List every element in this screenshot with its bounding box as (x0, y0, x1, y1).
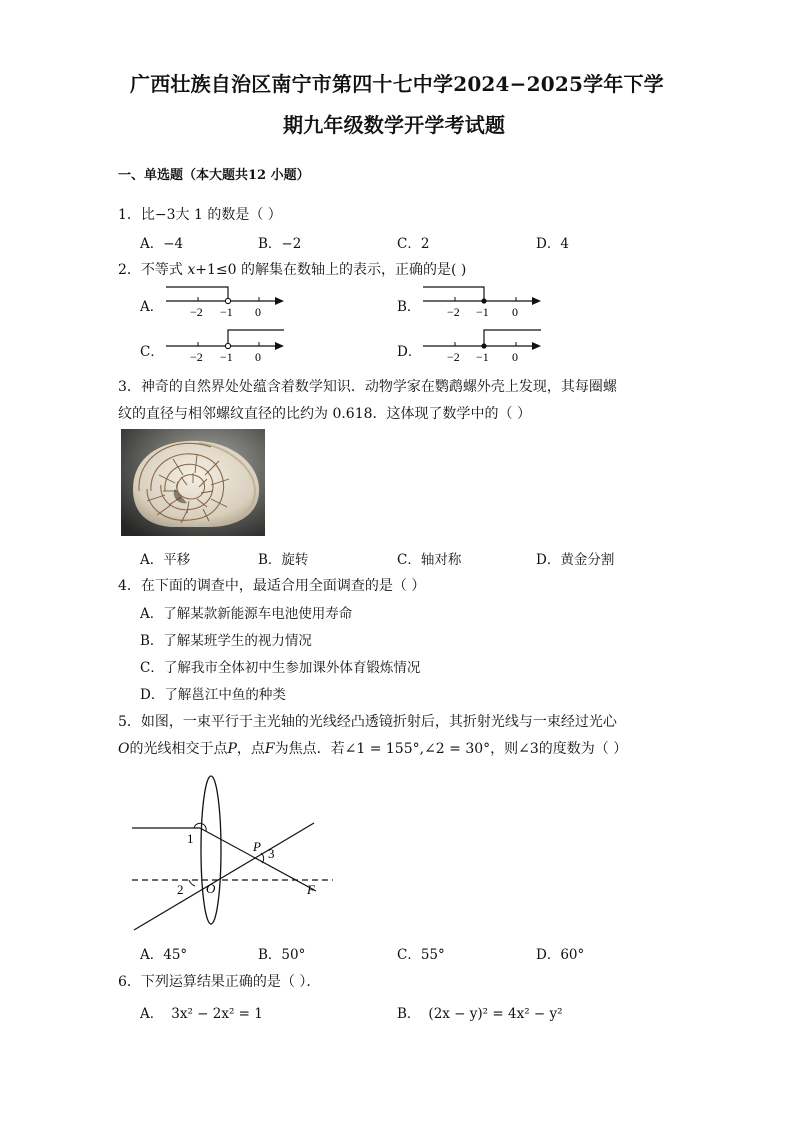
q4-option-d: D．了解邕江中鱼的种类 (140, 687, 286, 703)
point-p-label: P (253, 839, 261, 854)
q5-text-b: 的光线相交于点 (129, 741, 228, 757)
q3-option-a: A．平移 (140, 552, 191, 568)
q3-stem-line1: 3．神奇的自然界处处蕴含着数学知识．动物学家在鹦鹉螺外壳上发现，其每圈螺 (118, 379, 617, 395)
q5-option-c: C．55° (397, 947, 445, 963)
angle-2-label: 2 (177, 882, 184, 897)
q5-text-d: ，点 (236, 741, 265, 757)
q3-option-d: D．黄金分割 (536, 552, 615, 568)
q5-stem-line2 (118, 738, 627, 758)
tick-label-neg1: −1 (476, 350, 489, 364)
q2-option-b-label: B． (397, 299, 421, 315)
q1-option-a: A．−4 (140, 236, 184, 252)
point-f-label: F (307, 882, 315, 897)
q5-text-f: 为焦点．若 (274, 741, 345, 757)
q3-stem-line2: 纹的直径与相邻螺纹直径的比约为 0.618．这体现了数学中的（ ） (118, 406, 531, 422)
tick-label-neg1: −1 (476, 305, 489, 319)
q6-option-b-expr: (2x − y)² = 4x² − y² (428, 1006, 563, 1022)
q6-option-b (397, 1002, 563, 1022)
tick-label-neg1: −1 (220, 350, 233, 364)
q4-option-b: B．了解某班学生的视力情况 (140, 633, 312, 649)
q5-p: P (227, 741, 237, 757)
q6-option-a-label: A． (140, 1006, 164, 1022)
q6-option-a-expr: 3x² − 2x² = 1 (171, 1006, 263, 1022)
q2-stem-var: x (187, 262, 196, 278)
q5-o: O (118, 741, 130, 757)
q4-option-c: C．了解我市全体初中生参加课外体育锻炼情况 (140, 660, 421, 676)
q5-stem-line1: 5．如图，一束平行于主光轴的光线经凸透镜折射后，其折射光线与一束经过光心 (118, 714, 617, 730)
tick-label-0: 0 (255, 350, 261, 364)
angle-1-label: 1 (187, 831, 194, 846)
tick-label-neg2: −2 (447, 350, 460, 364)
q2-option-d-label: D． (397, 344, 422, 360)
tick-label-0: 0 (512, 305, 518, 319)
q2-option-c-label: C． (140, 344, 164, 360)
page-title-line1: 广西壮族自治区南宁市第四十七中学2024−2025学年下学 (130, 72, 664, 96)
lens-diagram (128, 770, 343, 935)
number-line-b (417, 282, 547, 320)
q6-stem: 6．下列运算结果正确的是（ ）． (118, 974, 321, 990)
number-line-c (160, 327, 290, 365)
q4-option-a: A．了解某款新能源车电池使用寿命 (140, 606, 353, 622)
tick-label-0: 0 (255, 305, 261, 319)
q1-option-c: C．2 (397, 236, 430, 252)
q5-text-h: ，则∠3的度数为（ ） (490, 741, 628, 757)
tick-label-neg2: −2 (190, 350, 203, 364)
point-o-label: O (206, 881, 216, 896)
q2-stem-post: +1≤0 的解集在数轴上的表示，正确的是( ) (195, 262, 467, 278)
number-line-d (417, 327, 547, 365)
number-line-a (160, 282, 290, 320)
q2-option-a-label: A． (140, 299, 164, 315)
q5-option-a: A．45° (140, 947, 188, 963)
tick-label-neg2: −2 (190, 305, 203, 319)
q2-stem (118, 259, 466, 279)
q1-stem: 1．比−3大 1 的数是（ ） (118, 207, 282, 223)
q2-stem-pre: 2．不等式 (118, 262, 188, 278)
q3-option-c: C．轴对称 (397, 552, 462, 568)
nautilus-shell-image (121, 429, 265, 536)
tick-label-neg2: −2 (447, 305, 460, 319)
q1-option-d: D．4 (536, 236, 569, 252)
q6-option-b-label: B． (397, 1006, 421, 1022)
tick-label-0: 0 (512, 350, 518, 364)
q5-option-b: B．50° (258, 947, 306, 963)
q5-angles: ∠1 = 155°,∠2 = 30° (344, 741, 491, 757)
q6-option-a (140, 1002, 263, 1022)
tick-label-neg1: −1 (220, 305, 233, 319)
angle-3-label: 3 (268, 846, 275, 861)
section-heading: 一、单选题（本大题共12 小题） (118, 168, 310, 183)
q4-stem: 4．在下面的调查中，最适合用全面调查的是（ ） (118, 578, 426, 594)
page-title-line2: 期九年级数学开学考试题 (283, 113, 506, 137)
q3-option-b: B．旋转 (258, 552, 309, 568)
q5-option-d: D．60° (536, 947, 585, 963)
q1-option-b: B．−2 (258, 236, 302, 252)
q5-f: F (264, 741, 275, 757)
